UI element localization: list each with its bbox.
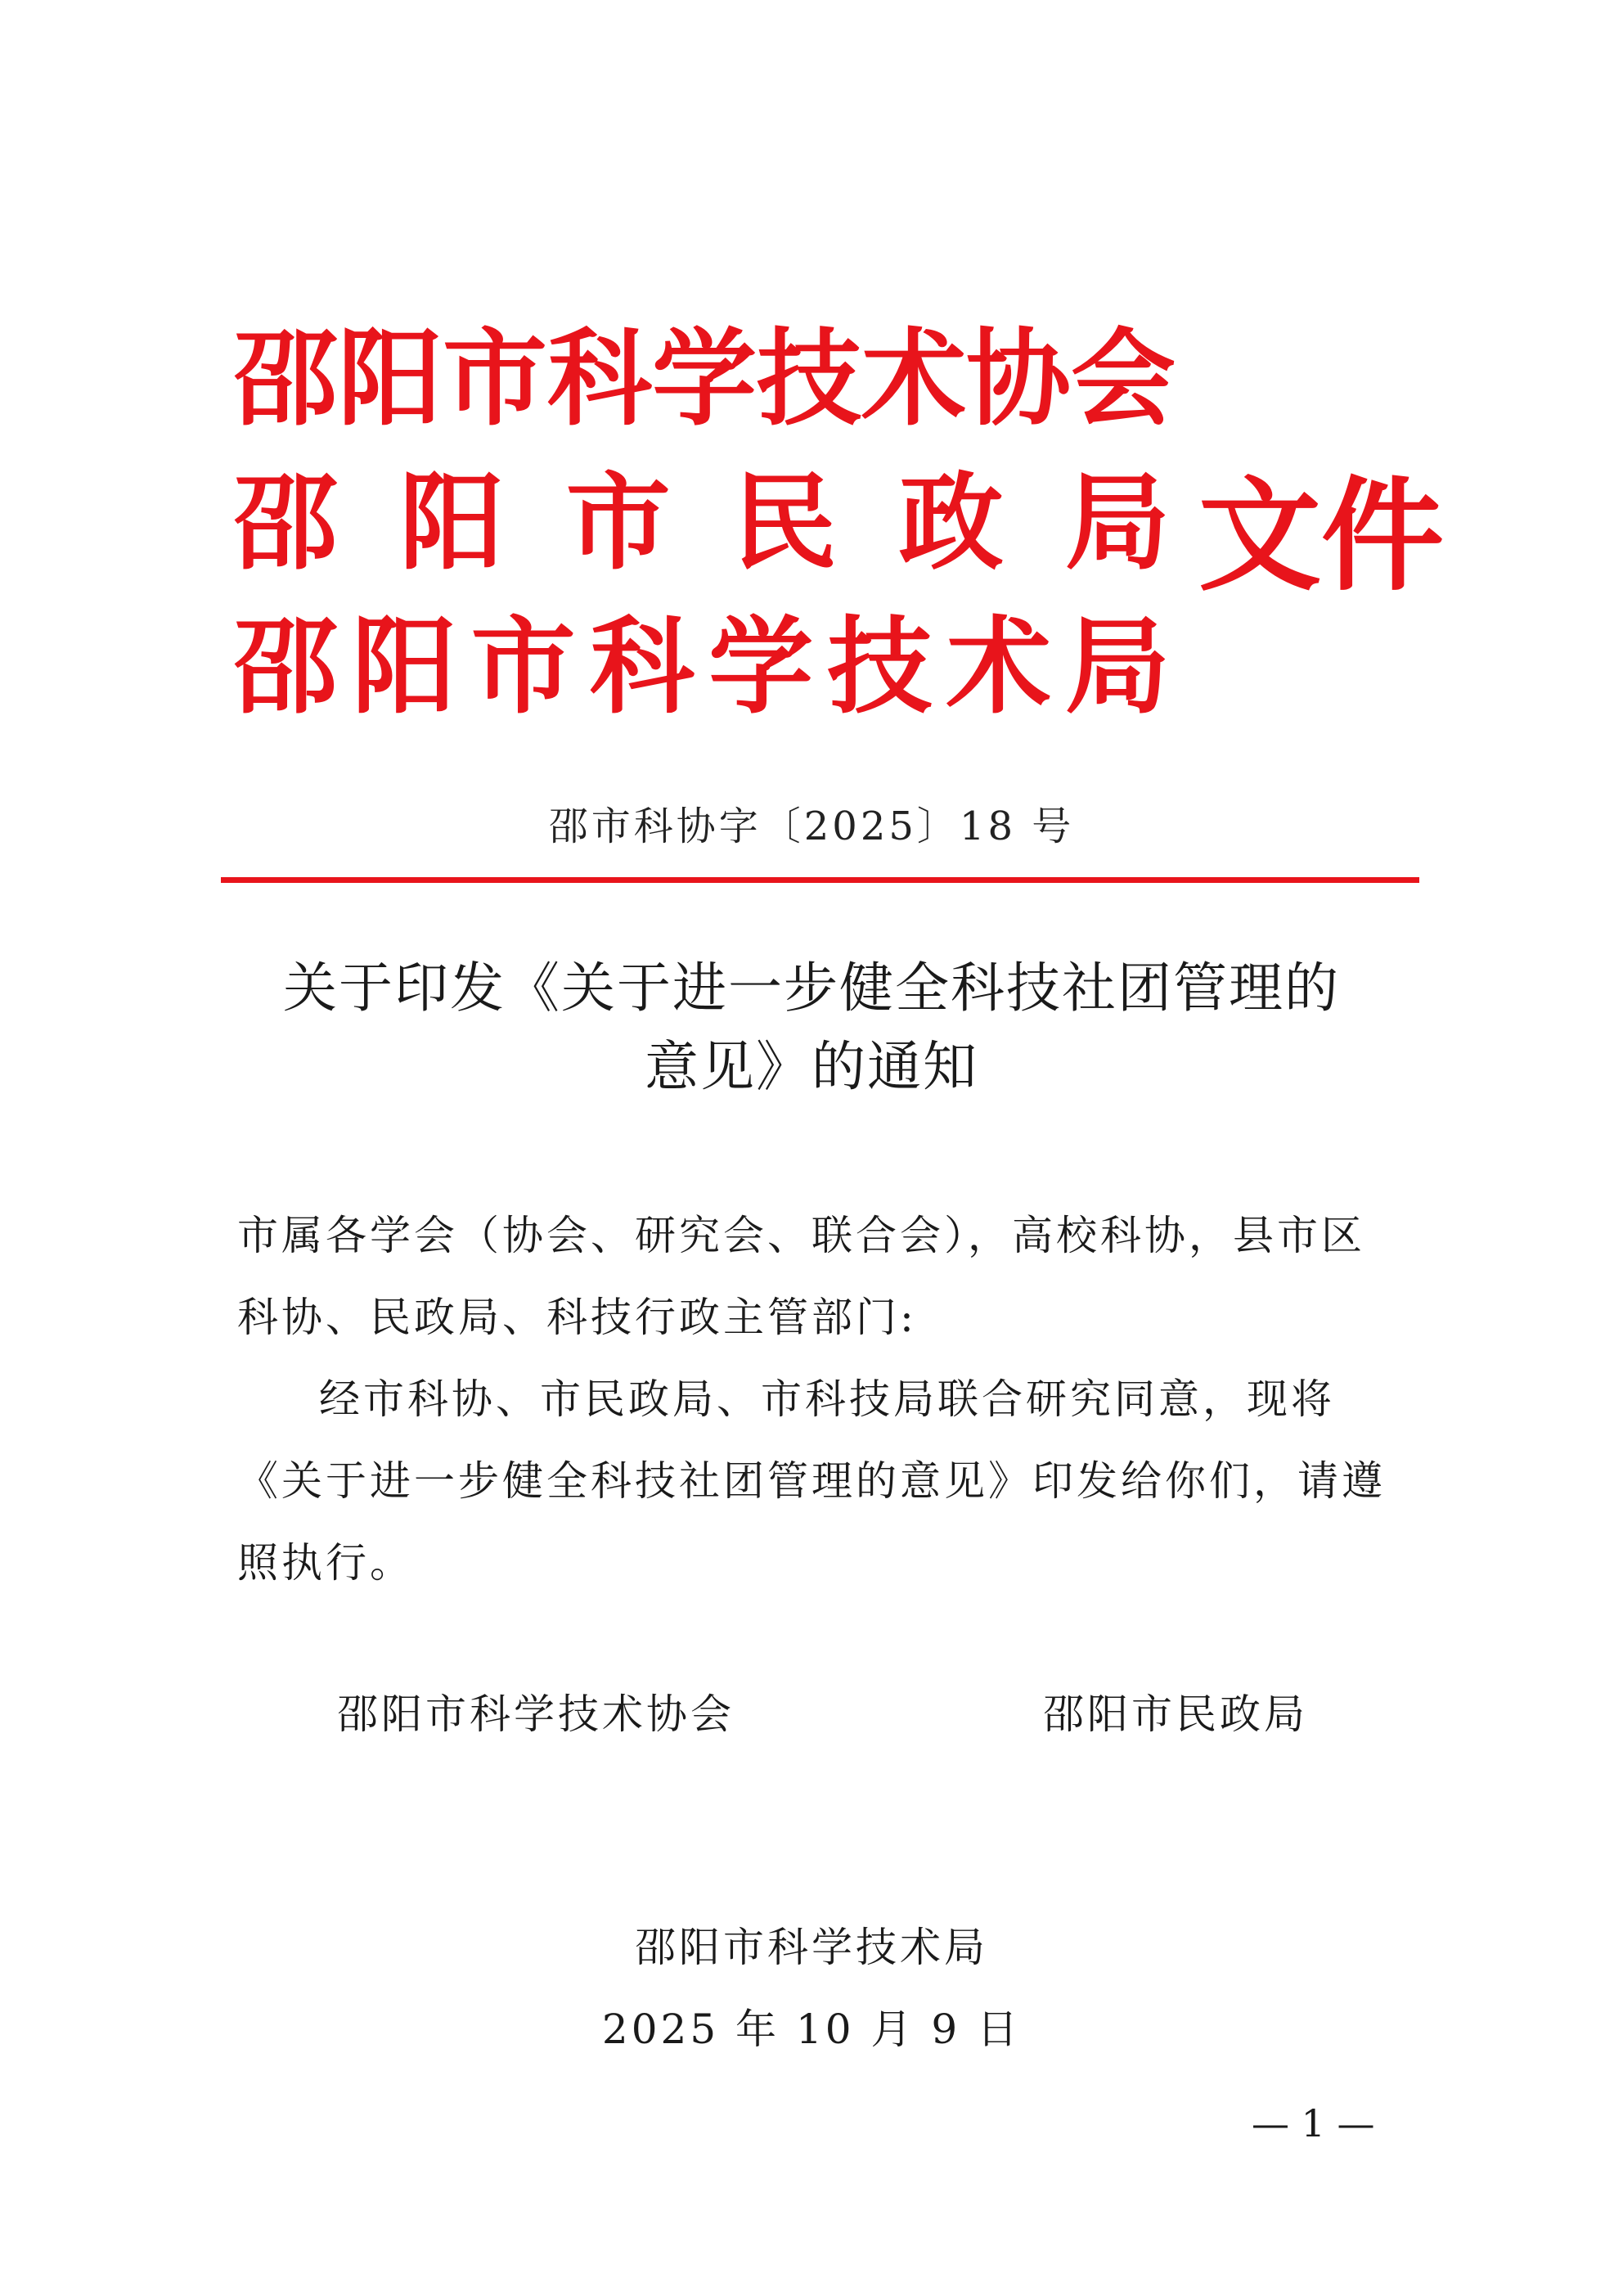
document-label: 文件	[1198, 464, 1445, 608]
document-title	[205, 949, 1418, 1106]
title-line-1: 关于印发《关于进一步健全科技社团管理的	[283, 957, 1340, 1020]
red-divider-line	[221, 877, 1419, 883]
issue-date: 2025 年 10 月 9 日	[601, 2006, 1022, 2053]
signature-science-technology-bureau: 邵阳市科学技术局	[635, 1924, 988, 1971]
org-name-science-technology-bureau: 邵阳市科学技术局	[233, 606, 1170, 728]
recipients-paragraph: 市属各学会（协会、研究会、联合会），高校科协，县市区科协、民政局、科技行政主管部门:	[237, 1212, 1365, 1341]
signature-civil-affairs-bureau: 邵阳市民政局	[1043, 1690, 1308, 1738]
content-paragraph: 经市科协、市民政局、市科技局联合研究同意，现将《关于进一步健全科技社团管理的意见》印发给你们，请遵照执行。	[237, 1375, 1386, 1587]
org-name-civil-affairs-bureau: 邵阳市民政局	[233, 461, 1170, 584]
title-line-2: 意见》的通知	[645, 1035, 978, 1098]
signature-science-association: 邵阳市科学技术协会	[337, 1690, 735, 1738]
document-body	[237, 1195, 1399, 1604]
document-number: 邵市科协字〔2025〕18 号	[548, 804, 1075, 849]
org-name-science-association: 邵阳市科学技术协会	[233, 317, 1176, 440]
issuing-organizations	[233, 307, 1174, 739]
page-number: — 1 —	[1252, 2101, 1375, 2145]
